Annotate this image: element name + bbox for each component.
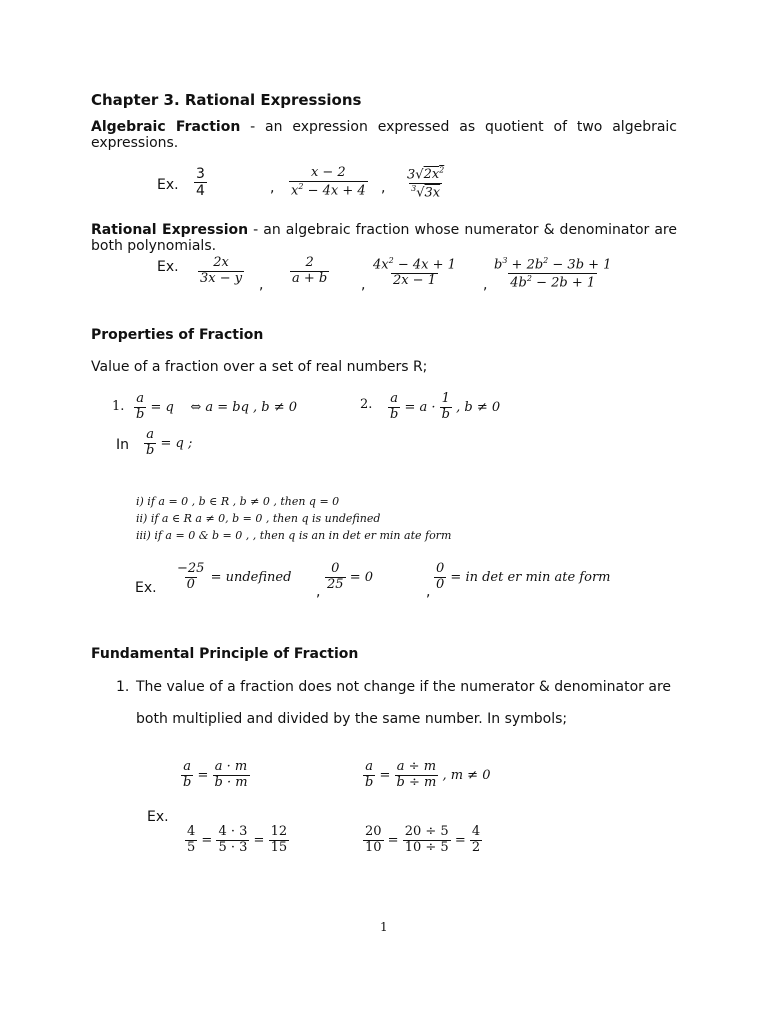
rational-expression-term: Rational Expression — [91, 222, 249, 238]
chapter-title: Chapter 3. Rational Expressions — [91, 91, 362, 109]
ex-label-4: Ex. — [147, 809, 169, 825]
divide-formula: $\frac{a}{b}$ = $\frac{a \div m}{b \div m}$ , m ≠ 0 — [365, 759, 491, 790]
rational-expression-definition — [91, 222, 677, 254]
comma: , — [259, 277, 264, 293]
result-indeterminate: = in det er min ate form — [450, 569, 611, 585]
example-2x-over-3x-y: $\frac{2x}{3x - y}$ — [200, 255, 243, 286]
example-20-over-10: $\frac{20}{10}$ = $\frac{20 \div 5}{10 \div 5}$ = $\frac{4}{2}$ — [365, 824, 481, 855]
in-label: In — [116, 437, 130, 453]
example-x-minus-2-fraction: $\frac{x - 2}{x^2 - 4x + 4}$ — [291, 165, 366, 199]
example-2-over-a-plus-b: $\frac{2}{a + b}$ — [292, 255, 328, 286]
property-2-formula: $\frac{a}{b}$ = a · $\frac{1}{b}$ , b ≠ 0 — [390, 391, 501, 422]
ex-label-1: Ex. — [157, 177, 179, 193]
comma: , — [426, 584, 431, 600]
fundamental-line-1: The value of a fraction does not change if the numerator & denominator are — [136, 679, 672, 695]
example-0-over-0: $\frac{0}{0}$ = in det er min ate form — [436, 561, 611, 592]
condition-i: i) if a = 0 , b ∈ R , b ≠ 0 , then q = 0 — [136, 495, 340, 508]
property-1-formula: $\frac{a}{b}$ = q ⇔ a = bq , b ≠ 0 — [136, 391, 298, 422]
fundamental-item-number: 1. — [116, 679, 130, 695]
result-undefined: = undefined — [210, 569, 292, 585]
example-radical-fraction: $\frac{3√2x^2}{^3√3x}$ — [407, 166, 445, 201]
page-number: 1 — [380, 920, 388, 934]
example-quadratic-fraction: $\frac{4x^2 - 4x + 1}{2x - 1}$ — [373, 256, 456, 289]
property-1-number: 1. — [112, 399, 125, 414]
example-cubic-fraction: $\frac{b^3 + 2b^2 - 3b + 1}{4b^2 - 2b + 1}$ — [494, 256, 612, 291]
comma: , — [270, 180, 275, 196]
comma: , — [381, 180, 386, 196]
fundamental-line-2: both multiplied and divided by the same number. In symbols; — [136, 711, 568, 727]
comma: , — [483, 277, 488, 293]
condition-ii: ii) if a ∈ R a ≠ 0, b = 0 , then q is undefined — [136, 512, 381, 525]
comma: , — [316, 584, 321, 600]
multiply-formula: $\frac{a}{b}$ = $\frac{a \cdot m}{b \cdot m}$ — [183, 759, 248, 790]
example-3-over-4: $\frac{3}{4}$ — [196, 166, 205, 200]
example-neg25-over-0: $\frac{-25}{0}$ = undefined — [177, 561, 292, 592]
example-0-over-25: $\frac{0}{25}$ = 0 — [327, 561, 373, 592]
example-4-over-5: $\frac{4}{5}$ = $\frac{4 \cdot 3}{5 \cdot 3}$ = $\frac{12}{15}$ — [187, 824, 288, 855]
rational-expression-text: - an algebraic fraction whose numerator & denominator are both polynomials. — [91, 222, 677, 254]
properties-heading: Properties of Fraction — [91, 327, 264, 343]
fundamental-heading: Fundamental Principle of Fraction — [91, 646, 359, 662]
algebraic-fraction-term: Algebraic Fraction — [91, 119, 241, 135]
comma: , — [361, 277, 366, 293]
result-zero: = 0 — [349, 569, 373, 585]
algebraic-fraction-definition — [91, 119, 677, 151]
in-formula: $\frac{a}{b}$ = q ; — [146, 427, 193, 458]
properties-intro: Value of a fraction over a set of real numbers R; — [91, 359, 428, 375]
ex-label-2: Ex. — [157, 259, 179, 275]
property-2-number: 2. — [360, 397, 373, 412]
ex-label-3: Ex. — [135, 580, 157, 596]
algebraic-fraction-text: - an expression expressed as quotient of two algebraic expressions. — [91, 119, 678, 151]
condition-iii: iii) if a = 0 & b = 0 , , then q is an in det er min ate form — [136, 529, 452, 542]
